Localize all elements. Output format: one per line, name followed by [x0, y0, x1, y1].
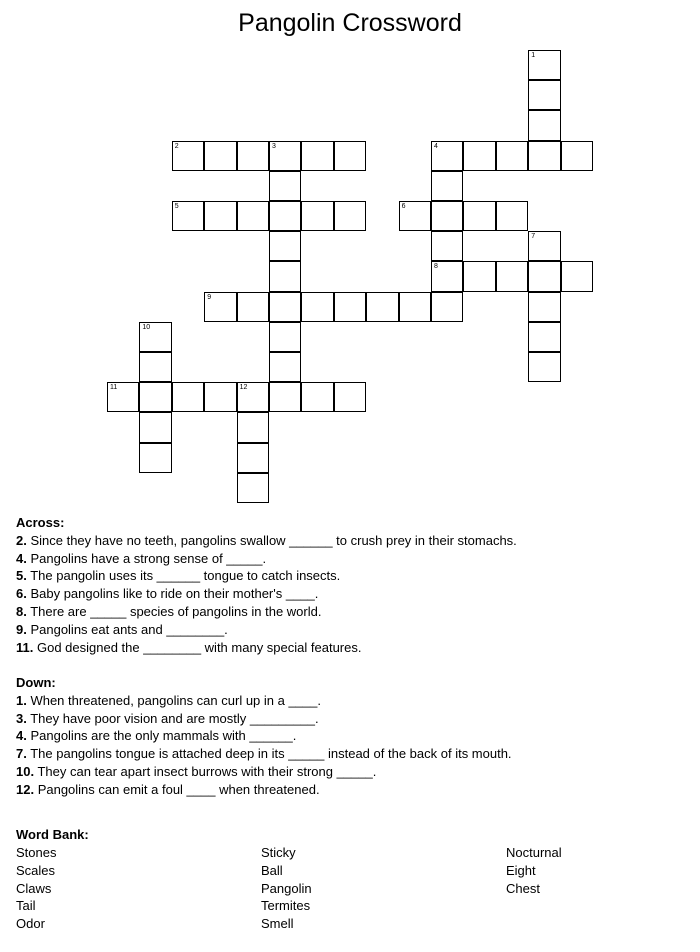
grid-cell[interactable] — [204, 382, 236, 412]
word-bank-word: Pangolin — [261, 880, 312, 896]
word-bank-word: Claws — [16, 880, 52, 896]
grid-cell[interactable] — [528, 141, 560, 171]
grid-cell[interactable] — [237, 443, 269, 473]
clue-text: Pangolins eat ants and ________. — [26, 621, 228, 637]
word-bank-word: Ball — [261, 862, 283, 878]
down-clue — [16, 727, 512, 745]
grid-cell[interactable] — [301, 292, 333, 322]
cell-number: 1 — [531, 52, 536, 59]
clue-number: 8. — [16, 603, 27, 619]
word-bank-word: Eight — [506, 862, 536, 878]
down-clue — [16, 781, 512, 799]
cell-number: 9 — [207, 293, 212, 301]
grid-cell[interactable] — [269, 352, 301, 382]
clue-number: 4. — [16, 550, 27, 566]
across-clue — [16, 567, 517, 585]
grid-cell[interactable] — [269, 382, 301, 412]
cell-number: 3 — [272, 142, 276, 150]
puzzle-title: Pangolin Crossword — [238, 9, 462, 37]
down-clue — [16, 710, 512, 728]
word-bank-word: Nocturnal — [506, 845, 562, 860]
cell-number: 10 — [142, 323, 151, 331]
word-bank-word: Scales — [16, 862, 56, 878]
down-heading: Down: — [16, 675, 56, 690]
cell-number: 7 — [531, 233, 536, 241]
clue-number: 9. — [16, 621, 27, 637]
grid-cell[interactable] — [431, 201, 463, 231]
grid-cell[interactable] — [431, 231, 463, 261]
word-bank-word: Tail — [16, 898, 36, 914]
cell-number: 12 — [239, 384, 248, 392]
grid-cell[interactable] — [301, 141, 333, 171]
clue-text: When threatened, pangolins can curl up in a ____. — [26, 692, 321, 708]
grid-cell[interactable] — [399, 292, 431, 322]
word-bank-word: Chest — [506, 880, 540, 896]
across-clues — [16, 514, 517, 656]
down-clues — [16, 674, 512, 799]
word-bank-column-1 — [16, 844, 56, 933]
clue-text: The pangolin uses its ______ tongue to catch insects. — [26, 568, 341, 584]
grid-cell[interactable] — [139, 322, 171, 352]
grid-cell[interactable] — [561, 261, 593, 291]
grid-cell[interactable] — [528, 50, 560, 80]
grid-cell[interactable] — [431, 171, 463, 201]
grid-cell[interactable] — [528, 322, 560, 352]
grid-cell[interactable] — [301, 201, 333, 231]
grid-cell[interactable] — [334, 382, 366, 412]
clue-text: Baby pangolins like to ride on their mother's ____. — [26, 586, 319, 602]
clue-number: 1. — [16, 692, 27, 708]
clue-text: Since they have no teeth, pangolins swallow ______ to crush prey in their stomachs. — [26, 532, 517, 548]
grid-cell[interactable] — [463, 201, 495, 231]
word-bank-column-2 — [261, 844, 312, 933]
grid-cell[interactable] — [237, 412, 269, 442]
grid-cell[interactable] — [204, 141, 236, 171]
grid-cell[interactable] — [431, 261, 463, 291]
word-bank-word: Sticky — [261, 845, 296, 860]
grid-cell[interactable] — [463, 261, 495, 291]
cell-number: 2 — [174, 142, 179, 150]
across-heading: Across: — [16, 515, 65, 530]
across-clue — [16, 621, 517, 639]
grid-cell[interactable] — [561, 141, 593, 171]
clue-number: 3. — [16, 710, 27, 726]
grid-cell[interactable] — [431, 292, 463, 322]
grid-cell[interactable] — [463, 141, 495, 171]
grid-cell[interactable] — [334, 201, 366, 231]
clue-number: 5. — [16, 568, 27, 584]
grid-cell[interactable] — [431, 141, 463, 171]
grid-cell[interactable] — [172, 141, 204, 171]
clue-text: They can tear apart insect burrows with their strong _____. — [34, 763, 377, 779]
clue-text: Pangolins can emit a foul ____ when threatened. — [34, 781, 320, 797]
clue-number: 12. — [16, 781, 35, 797]
across-clue — [16, 550, 517, 568]
grid-cell[interactable] — [172, 382, 204, 412]
clue-text: Pangolins are the only mammals with ______. — [26, 728, 297, 744]
clue-number: 2. — [16, 532, 27, 548]
grid-cell[interactable] — [528, 261, 560, 291]
grid-cell[interactable] — [269, 201, 301, 231]
word-bank-word: Smell — [261, 916, 294, 932]
cell-number: 6 — [401, 203, 406, 210]
grid-cell[interactable] — [139, 382, 171, 412]
clue-text: Pangolins have a strong sense of _____. — [26, 550, 267, 566]
down-clue — [16, 692, 512, 710]
grid-cell[interactable] — [528, 292, 560, 322]
grid-cell[interactable] — [204, 201, 236, 231]
word-bank-column-3 — [506, 844, 562, 897]
grid-cell[interactable] — [237, 473, 269, 503]
grid-cell[interactable] — [237, 292, 269, 322]
grid-cell[interactable] — [334, 292, 366, 322]
across-clue — [16, 532, 517, 550]
grid-cell[interactable] — [496, 141, 528, 171]
grid-cell[interactable] — [269, 292, 301, 322]
grid-cell[interactable] — [139, 443, 171, 473]
grid-cell[interactable] — [237, 141, 269, 171]
clue-number: 10. — [16, 763, 35, 779]
clue-text: They have poor vision and are mostly _________. — [26, 710, 319, 726]
grid-cell[interactable] — [269, 261, 301, 291]
cell-number: 8 — [434, 263, 438, 271]
grid-cell[interactable] — [334, 141, 366, 171]
grid-cell[interactable] — [301, 382, 333, 412]
across-clue — [16, 639, 517, 657]
clue-text: God designed the ________ with many special features. — [33, 639, 362, 655]
grid-cell[interactable] — [139, 352, 171, 382]
clue-number: 6. — [16, 586, 27, 602]
grid-cell[interactable] — [399, 201, 431, 231]
cell-number: 5 — [174, 203, 179, 210]
down-clue — [16, 745, 512, 763]
grid-cell[interactable] — [107, 382, 139, 412]
clue-number: 11. — [16, 639, 34, 655]
grid-cell[interactable] — [237, 382, 269, 412]
across-clue — [16, 585, 517, 603]
down-clue — [16, 763, 512, 781]
grid-cell[interactable] — [269, 141, 301, 171]
grid-cell[interactable] — [366, 292, 398, 322]
word-bank-word: Odor — [16, 916, 45, 932]
clue-number: 7. — [16, 746, 27, 762]
grid-cell[interactable] — [269, 322, 301, 352]
grid-cell[interactable] — [204, 292, 236, 322]
clue-text: There are _____ species of pangolins in the world. — [26, 603, 322, 619]
word-bank-word: Stones — [16, 845, 57, 860]
clue-number: 4. — [16, 728, 27, 744]
grid-cell[interactable] — [528, 231, 560, 261]
grid-cell[interactable] — [172, 201, 204, 231]
grid-cell[interactable] — [139, 412, 171, 442]
grid-cell[interactable] — [528, 80, 560, 110]
word-bank-word: Termites — [261, 898, 311, 914]
clue-text: The pangolins tongue is attached deep in its _____ instead of the back of its mouth. — [26, 746, 512, 762]
grid-cell[interactable] — [528, 352, 560, 382]
grid-cell[interactable] — [496, 201, 528, 231]
word-bank-heading: Word Bank: — [16, 827, 89, 842]
grid-cell[interactable] — [269, 171, 301, 201]
across-clue — [16, 603, 517, 621]
cell-number: 4 — [434, 142, 438, 150]
cell-number: 11 — [110, 384, 118, 392]
grid-cell[interactable] — [269, 231, 301, 261]
grid-cell[interactable] — [496, 261, 528, 291]
grid-cell[interactable] — [528, 110, 560, 140]
grid-cell[interactable] — [237, 201, 269, 231]
